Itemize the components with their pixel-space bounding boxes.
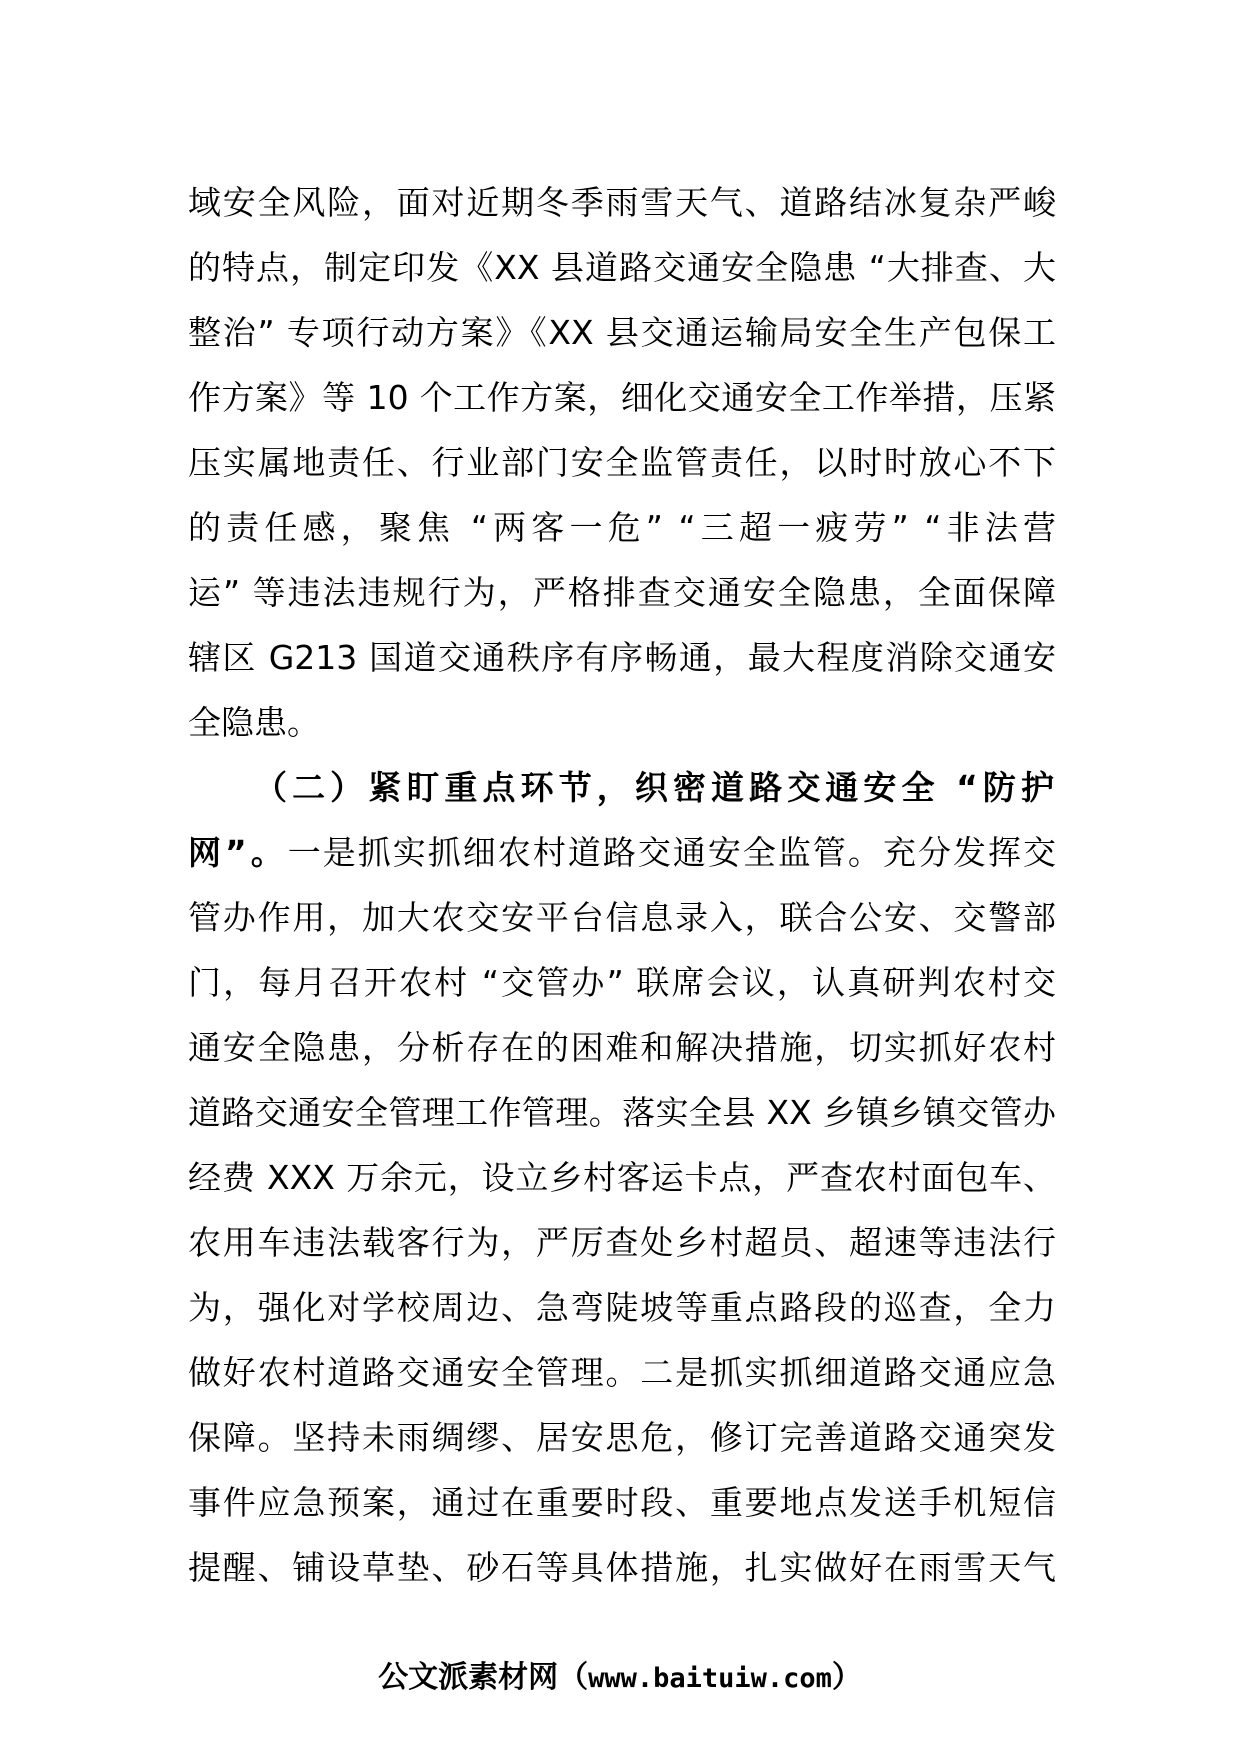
- text-line: 通安全隐患，分析存在的困难和解决措施，切实抓好农村: [188, 1028, 1056, 1067]
- text-line: 做好农村道路交通安全管理。二是抓实抓细道路交通应急: [188, 1353, 1056, 1392]
- text-line: 的特点，制定印发《XX 县道路交通安全隐患 “大排查、大: [188, 248, 1056, 287]
- text-line: 提醒、铺设草垫、砂石等具体措施，扎实做好在雨雪天气: [188, 1548, 1056, 1587]
- text-line: 辖区 G213 国道交通秩序有序畅通，最大程度消除交通安: [188, 638, 1056, 677]
- footer-site-name: 公文派素材网: [378, 1660, 559, 1695]
- text-line: 管办作用，加大农交安平台信息录入，联合公安、交警部: [188, 898, 1056, 937]
- page-footer: [0, 1652, 1240, 1696]
- text-line: 压实属地责任、行业部门安全监管责任，以时时放心不下: [188, 443, 1056, 482]
- text-line: 农用车违法载客行为，严厉查处乡村超员、超速等违法行: [188, 1223, 1056, 1262]
- paragraph-2: [188, 755, 1056, 1600]
- text-line: [188, 820, 1056, 885]
- footer-paren-open: （: [558, 1660, 589, 1695]
- document-body: [188, 170, 1056, 1600]
- text-line: 作方案》等 10 个工作方案，细化交通安全工作举措，压紧: [188, 378, 1056, 417]
- text-line: 经费 XXX 万余元，设立乡村客运卡点，严查农村面包车、: [188, 1158, 1056, 1197]
- text-line: 全隐患。: [188, 703, 320, 742]
- text-line: 整治” 专项行动方案》《XX 县交通运输局安全生产包保工: [188, 313, 1056, 352]
- text-line: 道路交通安全管理工作管理。落实全县 XX 乡镇乡镇交管办: [188, 1093, 1056, 1132]
- section-heading: （二）紧盯重点环节，织密道路交通安全 “防护: [254, 768, 1056, 807]
- section-heading-end: 网”。: [188, 833, 288, 872]
- footer-url: www.baituiw.com: [588, 1663, 832, 1694]
- text-line: 为，强化对学校周边、急弯陡坡等重点路段的巡查，全力: [188, 1288, 1056, 1327]
- text-line: 域安全风险，面对近期冬季雨雪天气、道路结冰复杂严峻: [188, 183, 1056, 222]
- footer-paren-close: ）: [831, 1660, 862, 1695]
- text-line: 保障。坚持未雨绸缪、居安思危，修订完善道路交通突发: [188, 1418, 1056, 1457]
- text-line: 事件应急预案，通过在重要时段、重要地点发送手机短信: [188, 1483, 1056, 1522]
- text-line: 运” 等违法违规行为，严格排查交通安全隐患，全面保障: [188, 573, 1056, 612]
- text-run: 一是抓实抓细农村道路交通安全监管。充分发挥交: [287, 833, 1056, 872]
- text-line: 的责任感，聚焦 “两客一危” “三超一疲劳” “非法营: [188, 508, 1056, 547]
- text-line: 门，每月召开农村 “交管办” 联席会议，认真研判农村交: [188, 963, 1056, 1002]
- paragraph-1: [188, 170, 1056, 755]
